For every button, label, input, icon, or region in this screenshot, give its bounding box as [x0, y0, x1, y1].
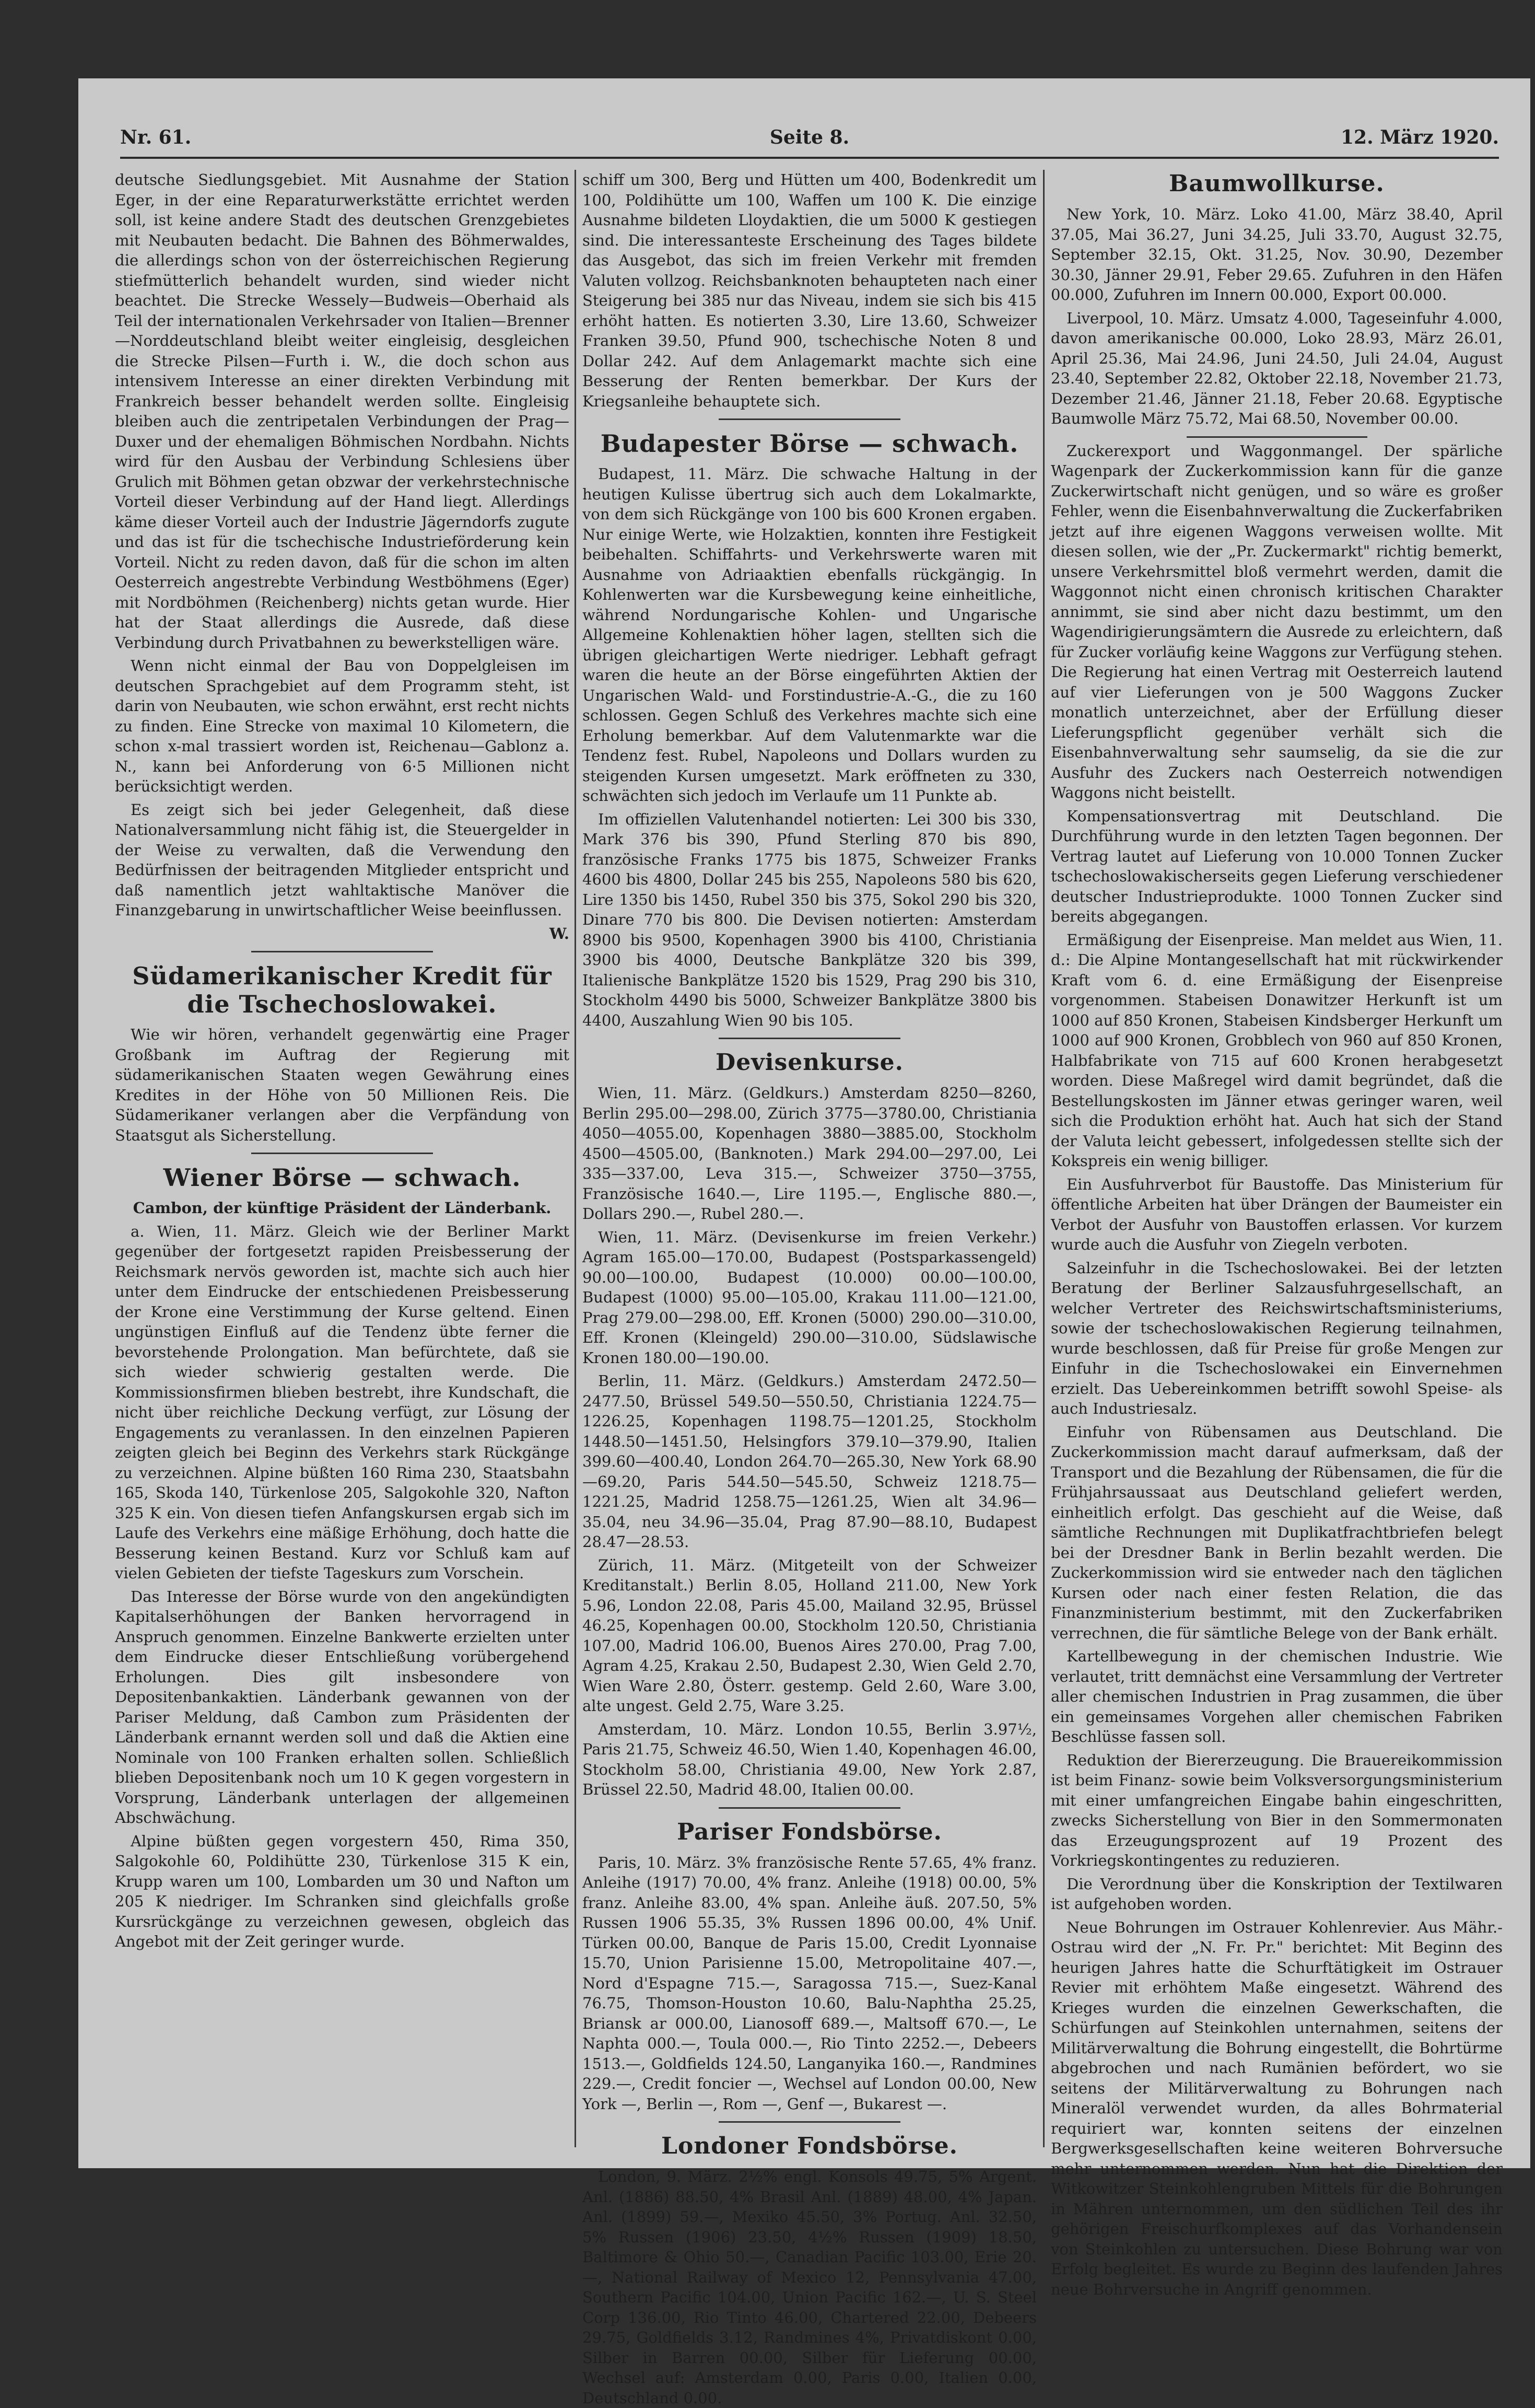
- article-text: a. Wien, 11. März. Gleich wie der Berliner Markt gegenüber der fortgesetzt rapiden Preisbesserung der Reichsmark nervös geworden ist, machte sich auch hier unter dem Eindrucke der entschiedenen Preisbesserung der Krone eine Verstimmung der Kurse geltend. Einen ungünstigen Einfluß auf die Tendenz übte ferner die bevorstehende Prolongation. Man befürchtete, daß sie sich wieder schwierig gestalten werde. Die Kommissionsfirmen blieben bestrebt, ihre Kundschaft, die nicht über reichliche Deckung verfügt, zur Lösung der Engagements zu veranlassen. In den einzelnen Papieren zeigten gleich bei Beginn des Verkehrs stark Rückgänge zu verzeichnen. Alpine büßten 160 Rima 230, Staatsbahn 165, Skoda 140, Türkenlose 205, Salgokohle 320, Nafton 325 K ein. Von diesen tiefen Anfangskursen ergab sich im Laufe des Verkehrs eine mäßige Erhöhung, doch hatte die Besserung keinen Bestand. Kurz vor Schluß kam auf vielen Gebieten der tiefste Tageskurs zum Vorschein.: [115, 1222, 569, 1582]
- news-item: Die Verordnung über die Konskription der Textilwaren ist aufgehoben worden.: [1051, 1875, 1503, 1913]
- rates-text: Wien, 11. März. (Devisenkurse im freien Verkehr.) Agram 165.00—170.00, Budapest (Postsparkassengeld) 90.00—100.00, Budapest (10.000) 00.00—100.00, Budapest (1000) 95.00—105.00, Krakau 111.00—121.00, Prag 279.00—298.00, Eff. Kronen (5000) 290.00—310.00, Eff. Kronen (Kleingeld) 290.00—310.00, Südslawische Kronen 180.00—190.00.: [582, 1228, 1037, 1367]
- rates-text: Liverpool, 10. März. Umsatz 4.000, Tageseinfuhr 4.000, davon amerikanische 00.000, Loko 28.93, März 26.01, April 25.36, Mai 24.96, Juni 24.50, Juli 24.04, August 23.40, September 22.82, Oktober 22.18, November 21.73, Dezember 21.46, Jänner 21.18, Feber 20.68. Egyptische Baumwolle März 75.72, Mai 68.50, November 00.00.: [1051, 309, 1503, 427]
- separator: [251, 1153, 433, 1154]
- separator: [719, 418, 900, 420]
- separator: [719, 1807, 900, 1809]
- news-item: Kompensationsvertrag mit Deutschland. Die Durchführung wurde in den letzten Tagen begonnen. Der Vertrag lautet auf Lieferung von 10.000 Tonnen Zucker tschechoslowakischerseits gegen Lieferung verschiedener deutscher Industrieprodukte. 1000 Tonnen Zucker sind bereits abgegangen.: [1051, 807, 1503, 925]
- column-2: [582, 170, 1037, 2407]
- newspaper-page: [78, 78, 1530, 2407]
- issue-date: 12. März 1920.: [1340, 126, 1499, 148]
- headline-vienna-exchange: Wiener Börse — schwach.: [163, 1164, 521, 1192]
- column-divider: [575, 170, 576, 2147]
- article-text: Es zeigt sich bei jeder Gelegenheit, daß diese Nationalversammlung nicht fähig ist, die Steuergelder in der Weise zu verwalten, daß die Verwendung den Bedürfnissen der beitragenden Mitglieder entspricht und daß namentlich jetzt wahltaktische Manöver die Finanzgebarung in unwirtschaftlicher Weise beeinflussen.: [115, 800, 569, 919]
- article-text: Wie wir hören, verhandelt gegenwärtig eine Prager Großbank im Auftrag der Regierung mit südamerikanischen Staaten wegen Gewährung eines Kredites in der Höhe von 50 Millionen Reis. Die Südamerikaner verlangen aber die Verpfändung von Staatsgut als Sicherstellung.: [115, 1026, 569, 1144]
- article-text: Budapest, 11. März. Die schwache Haltung in der heutigen Kulisse übertrug sich auch dem Lokalmarkte, von dem sich Rückgänge von 100 bis 600 Kronen ergaben. Nur einige Werte, wie Holzaktien, konnten ihre Festigkeit beibehalten. Schiffahrts- und Verkehrswerte waren mit Ausnahme von Adriaaktien ebenfalls rückgängig. In Kohlenwerten war die Kursbewegung keine einheitliche, während Nordungarische Kohlen- und Ungarische Allgemeine Kohlenaktien höher lagen, stellten sich die übrigen gleichartigen Werte niedriger. Lebhaft gefragt waren die heute an der Börse eingeführten Aktien der Ungarischen Wald- und Forstindustrie-A.-G., die zu 160 schlossen. Gegen Schluß des Verkehres machte sich eine Erholung bemerkbar. Auf dem Valutenmarkte war die Tendenz fest. Rubel, Napoleons und Dollars wurden zu steigenden Kursen umgesetzt. Mark eröffneten zu 330, schwächten sich jedoch im Verlaufe um 11 Punkte ab.: [582, 465, 1037, 805]
- article-text: Alpine büßten gegen vorgestern 450, Rima 350, Salgokohle 60, Poldihütte 230, Türkenlose 315 K ein, Krupp waren um 100, Lombarden um 30 und Nafton um 205 K niedriger. Im Schranken sind gleichfalls große Kursrückgänge zu verzeichnen gewesen, obgleich das Angebot mit der Zeit geringer wurde.: [115, 1832, 569, 1950]
- headline-cotton: Baumwollkurse.: [1169, 170, 1385, 197]
- page-number: Seite 8.: [769, 126, 850, 148]
- article-text: schiff um 300, Berg und Hütten um 400, Bodenkredit um 100, Poldihütte um 100, Waffen um 100 K. Die einzige Ausnahme bildeten Lloydaktien, die um 5000 K gestiegen sind. Die interessanteste Erscheinung des Tages bildete das Ausgebot, das sich im freien Verkehr mit fremden Valuten vollzog. Reichsbanknoten behaupteten nach einer Steigerung bei 385 nur das Niveau, indem sie sich bis 415 erhöht hatten. Es notierten 3.30, Lire 13.60, Schweizer Franken 39.50, Pfund 900, tschechische Noten 8 und Dollar 242. Auf dem Anlagemarkt machte sich eine Besserung der Renten bemerkbar. Der Kurs der Kriegsanleihe behauptete sich.: [582, 171, 1037, 410]
- news-item: Reduktion der Biererzeugung. Die Brauereikommission ist beim Finanz- sowie beim Volksversorgungsministerium mit einer umfangreichen Eingabe bahin eingeschritten, zwecks Sicherstellung von Bier in den Sommermonaten das Erzeugungsprozent auf 19 Prozent des Vorkriegskontingentes zu reduzieren.: [1051, 1751, 1503, 1869]
- separator: [719, 2121, 900, 2123]
- issue-number: Nr. 61.: [120, 126, 192, 148]
- column-1: [115, 170, 569, 2147]
- separator: [1187, 436, 1367, 438]
- news-item: Ein Ausfuhrverbot für Baustoffe. Das Ministerium für öffentliche Arbeiten hat über Drängen der Baumeister ein Verbot der Ausfuhr von Baustoffen erlassen. Vor kurzem wurde auch die Ausfuhr von Ziegeln verboten.: [1051, 1175, 1503, 1253]
- rates-text: London, 9. März. 2½% engl. Konsols 49.75, 5% Argent. Anl. (1886) 88.50, 4% Brasil Anl. (1889) 48.00, 4% Japan. Anl. (1899) 59.—, Mexiko 45.50, 3% Portug. Anl. 32.50, 5% Russen (1906) 23.50, 4½% Russen (1909) 18.50, Baltimore & Ohio 50.—, Canadian Pacific 103.00, Erie 20.—, National Railway of Mexico 12, Pennsylvania 47.00, Southern Pacific 104.00, Union Pacific 162.—, U. S. Steel Corp 136.00, Rio Tinto 46.00, Chartered 22.00, Debeers 29.75, Goldfields 3.12, Randmines 4%, Privatdiskont 0.00, Silber in Barren 00.00, Silber für Lieferung 00.00, Wechsel auf: Amsterdam 0.00, Paris 0.00, Italien 0.00, Deutschland 0.00.: [582, 2168, 1037, 2407]
- news-item: Kartellbewegung in der chemischen Industrie. Wie verlautet, tritt demnächst eine Versammlung der Vertreter aller chemischen Industrien in Prag zusammen, die über ein gemeinsames Vorgehen aller chemischen Fabriken Beschlüsse fassen soll.: [1051, 1647, 1503, 1746]
- separator: [719, 1038, 900, 1039]
- article-text: Wenn nicht einmal der Bau von Doppelgleisen im deutschen Sprachgebiet auf dem Programm steht, ist darin von Neubauten, wie schon erwähnt, erst recht nichts zu finden. Eine Strecke von maximal 10 Kilometern, die schon x-mal trassiert worden ist, Reichenau—Gablonz a. N., kann bei Anforderung von 6·5 Millionen nicht berücksichtigt werden.: [115, 657, 569, 795]
- rates-text: Paris, 10. März. 3% französische Rente 57.65, 4% franz. Anleihe (1917) 70.00, 4% franz. Anleihe (1918) 00.00, 5% franz. Anleihe 83.00, 4% span. Anleihe äuß. 207.50, 5% Russen 1906 55.35, 3% Russen 1896 00.00, 4% Unif. Türken 00.00, Banque de Paris 15.00, Credit Lyonnaise 15.70, Union Parisienne 15.00, Metropolitaine 407.—, Nord d'Espagne 715.—, Saragossa 715.—, Suez-Kanal 76.75, Thomson-Houston 10.60, Balu-Naphtha 25.25, Briansk ar 000.00, Lianosoff 689.—, Maltsoff 670.—, Le Naphta 000.—, Toula 000.—, Rio Tinto 2252.—, Debeers 1513.—, Goldfields 124.50, Langanyika 160.—, Randmines 229.—, Credit foncier —, Wechsel auf London 00.00, New York —, Berlin —, Rom —, Genf —, Bukarest —.: [582, 1853, 1037, 2113]
- rates-text: New York, 10. März. Loko 41.00, März 38.40, April 37.05, Mai 36.27, Juni 34.25, Juli 33.70, August 32.75, September 32.15, Okt. 31.25, Nov. 30.90, Dezember 30.30, Jänner 29.91, Feber 29.65. Zufuhren in den Häfen 00.000, Zufuhren im Innern 00.000, Export 00.000.: [1051, 205, 1503, 304]
- news-item: Einfuhr von Rübensamen aus Deutschland. Die Zuckerkommission macht darauf aufmerksam, daß der Transport und die Bezahlung der Rübensamen, die für die Frühjahrsaussaat aus Deutschland geliefert werden, einheitlich erfolgt. Das geschieht auf die Weise, daß sämtliche Rechnungen mit Duplikatfrachtbriefen belegt bei der Dresdner Bank in Berlin bezahlt werden. Die Zuckerkommission wird sie entweder nach den täglichen Kursen oder nach einer festen Relation, die das Finanzministerium bestimmt, mit den Zuckerfabriken verrechnen, die für sämtliche Belege von der Bank erhält.: [1051, 1423, 1503, 1642]
- headline-currency-rates: Devisenkurse.: [716, 1049, 904, 1076]
- article-text: Im offiziellen Valutenhandel notierten: Lei 300 bis 330, Mark 376 bis 390, Pfund Sterling 870 bis 890, französische Franks 1775 bis 1875, Schweizer Franks 4600 bis 4800, Dollar 245 bis 255, Napoleons 580 bis 620, Lire 1350 bis 1450, Rubel 350 bis 375, Sokol 290 bis 320, Dinare 770 bis 800. Die Devisen notierten: Amsterdam 8900 bis 9500, Kopenhagen 3900 bis 4100, Christiania 3900 bis 4000, Deutsche Bankplätze 320 bis 399, Italienische Bankplätze 1520 bis 1529, Prag 290 bis 310, Stockholm 4490 bis 5000, Schweizer Bankplätze 3800 bis 4400, Auszahlung Wien 90 bis 105.: [582, 810, 1037, 1029]
- news-item: Salzeinfuhr in die Tschechoslowakei. Bei der letzten Beratung der Berliner Salzausfuhrgesellschaft, an welcher Vertreter des Reichswirtschaftsministeriums, sowie der tschechoslowakischen Regierung teilnahmen, wurde beschlossen, daß für Preise für große Mengen zur Einfuhr in die Tschechoslowakei ein Einvernehmen erzielt. Das Uebereinkommen betrifft sowohl Speise- als auch Industriesalz.: [1051, 1259, 1503, 1417]
- headline-credit: Südamerikanischer Kredit für die Tschechoslowakei.: [132, 962, 552, 1018]
- subheadline: Cambon, der künftige Präsident der Länderbank.: [133, 1199, 552, 1217]
- headline-budapest-exchange: Budapester Börse — schwach.: [600, 429, 1019, 458]
- article-text: deutsche Siedlungsgebiet. Mit Ausnahme der Station Eger, in der eine Reparaturwerkstätte errichtet werden soll, ist keine andere Stadt des deutschen Grenzgebietes mit Neubauten bedacht. Die Bahnen des Böhmerwaldes, die allerdings schon von der österreichischen Regierung stiefmütterlich behandelt wurden, sind wieder nicht beachtet. Die Strecke Wessely—Budweis—Oberhaid als Teil der internationalen Verkehrsader von Italien—Brenner—Norddeutschland bleibt weiter eingleisig, desgleichen die Strecke Pilsen—Furth i. W., die doch schon aus intensivem Interesse an einer direkten Verbindung mit Frankreich besser behandelt werden sollte. Eingleisig bleiben auch die zentripetalen Verbindungen der Prag—Duxer und der ehemaligen Böhmischen Nordbahn. Nichts wird für den Ausbau der Verbindung Schlesiens über Grulich mit Böhmen getan obzwar der verkehrstechnische Vorteil dieser Verbindung auf der Hand liegt. Allerdings käme dieser Vorteil auch der Industrie Jägerndorfs zugute und das ist für die tschechische Industrieförderung kein Vorteil. Nicht zu reden davon, daß für die schon im alten Oesterreich angestrebte Verbindung Westböhmens (Eger) mit Nordböhmen (Reichenberg) nichts getan wurde. Hier hat der Staat allerdings die Ausrede, daß diese Verbindung durch Privatbahnen zu bewerkstelligen wäre.: [115, 171, 569, 652]
- article-text: Das Interesse der Börse wurde von den angekündigten Kapitalserhöhungen der Banken hervorragend in Anspruch genommen. Einzelne Bankwerte erzielten unter dem Eindrucke dieser Entschließung vorübergehend Erholungen. Dies gilt insbesondere von Depositenbankaktien. Länderbank gewannen von der Pariser Meldung, daß Cambon zum Präsidenten der Länderbank ernannt werden soll und daß die Aktien eine Nominale von 100 Franken erhalten sollen. Schließlich blieben Depositenbank noch um 10 K gegen vorgestern in Vorsprung, Länderbank unterlagen der allgemeinen Abschwächung.: [115, 1587, 569, 1827]
- news-item: Ermäßigung der Eisenpreise. Man meldet aus Wien, 11. d.: Die Alpine Montangesellschaft hat mit rückwirkender Kraft vom 6. d. eine Ermäßigung der Eisenpreise vorgenommen. Stabeisen Donawitzer Herkunft ist um 1000 auf 850 Kronen, Stabeisen Kindsberger Herkunft um 1000 auf 900 Kronen, Grobblech von 960 auf 850 Kronen, Halbfabrikate von 715 auf 600 Kronen herabgesetzt worden. Diese Maßregel wird damit begründet, daß die Bestellungskosten im Jänner etwas geringer waren, weil sich die Produktion erhöht hat. Auch hat sich der Stand der Valuta leicht gebessert, infolgedessen stellte sich der Kokspreis ein wenig billiger.: [1051, 930, 1503, 1170]
- column-divider: [1043, 170, 1045, 2147]
- headline-paris-exchange: Pariser Fondsbörse.: [677, 1818, 942, 1845]
- page-header: [120, 120, 1499, 159]
- rates-text: Zürich, 11. März. (Mitgeteilt von der Schweizer Kreditanstalt.) Berlin 8.05, Holland 211.00, New York 5.96, London 22.08, Paris 45.00, Mailand 32.95, Brüssel 46.25, Kopenhagen 00.00, Stockholm 120.50, Christiania 107.00, Madrid 106.00, Buenos Aires 270.00, Prag 7.00, Agram 4.25, Krakau 2.50, Budapest 2.30, Wien Geld 2.70, Wien Ware 2.80, Österr. gestemp. Geld 2.60, Ware 3.00, alte ungest. Geld 2.75, Ware 3.25.: [582, 1556, 1037, 1715]
- news-item: Neue Bohrungen im Ostrauer Kohlenrevier. Aus Mähr.-Ostrau wird der „N. Fr. Pr." berichtet: Mit Beginn des heurigen Jahres hatte die Schurftätigkeit im Ostrauer Revier mit erhöhtem Maße eingesetzt. Während des Krieges wurden die einzelnen Gewerkschaften, die Schürfungen auf Steinkohlen unternahmen, seitens der Militärverwaltung die Bohrung eingestellt, die Bohrtürme abgebrochen und nach Rumänien befördert, wo sie seitens der Militärverwaltung zu Bohrungen nach Mineralöl verwendet wurden, da alles Bohrmaterial requiriert war, konnten seitens der einzelnen Bergwerksgesellschaften keine weiteren Bohrversuche mehr unternommen werden. Nun hat die Direktion der Witkowitzer Steinkohlengruben Mittels für die Bohrungen in Mähren unternommen, um den südlichen Teil des ihr gehörigen Freischurfkomplexes auf das Vorhandensein von Steinkohlen zu untersuchen. Diese Bohrung war von Erfolg begleitet. Es wurde zu Beginn des laufenden Jahres neue Bohrversuche in Angriff genommen.: [1051, 1918, 1503, 2298]
- column-3: [1051, 170, 1503, 2298]
- article-signature: W.: [549, 924, 569, 943]
- rates-text: Amsterdam, 10. März. London 10.55, Berlin 3.97½, Paris 21.75, Schweiz 46.50, Wien 1.40, Kopenhagen 46.00, Stockholm 58.00, Christiania 49.00, New York 2.87, Brüssel 22.50, Madrid 48.00, Italien 00.00.: [582, 1720, 1037, 1798]
- separator: [251, 951, 433, 952]
- rates-text: Wien, 11. März. (Geldkurs.) Amsterdam 8250—8260, Berlin 295.00—298.00, Zürich 3775—3780.00, Christiania 4050—4055.00, Kopenhagen 3880—3885.00, Stockholm 4500—4505.00, (Banknoten.) Mark 294.00—297.00, Lei 335—337.00, Leva 315.—, Schweizer 3750—3755, Französische 1640.—, Lire 1195.—, Englische 880.—, Dollars 290.—, Rubel 280.—.: [582, 1084, 1037, 1223]
- rates-text: Berlin, 11. März. (Geldkurs.) Amsterdam 2472.50—2477.50, Brüssel 549.50—550.50, Christiania 1224.75—1226.25, Kopenhagen 1198.75—1201.25, Stockholm 1448.50—1451.50, Helsingfors 379.10—379.90, Italien 399.60—400.40, London 264.70—265.30, New York 68.90—69.20, Paris 544.50—545.50, Schweiz 1218.75—1221.25, Madrid 1258.75—1261.25, Wien alt 34.96—35.04, neu 34.96—35.04, Prag 87.90—88.10, Budapest 28.47—28.53.: [582, 1372, 1037, 1551]
- headline-london-exchange: Londoner Fondsbörse.: [661, 2133, 958, 2159]
- news-item: Zuckerexport und Waggonmangel. Der spärliche Wagenpark der Zuckerkommission kann für die ganze Zuckerwirtschaft nicht genügen, und so wäre es großer Fehler, wenn die Eisenbahnverwaltung die Zuckerfabriken jetzt auf ihre eigenen Waggons verweisen wollte. Mit diesen sollen, wie der „Pr. Zuckermarkt" richtig bemerkt, unsere Verkehrsmittel bloß vermehrt werden, damit die Waggonnot nicht einen chronisch kritischen Charakter annimmt, sie sind aber nicht dazu bestimmt, um den Wagendirigierungsämtern die Ausrede zu erleichtern, daß für Zucker vorläufig keine Waggons zur Verfügung stehen. Die Regierung hat einen Vertrag mit Oesterreich lautend auf vier Lieferungen von je 500 Waggons Zucker monatlich unterzeichnet, aber der Erfüllung dieser Lieferungspflicht gegenüber verhält sich die Eisenbahnverwaltung sehr saumselig, da sie die zur Ausfuhr des Zuckers nach Oesterreich notwendigen Waggons nicht beistellt.: [1051, 441, 1503, 801]
